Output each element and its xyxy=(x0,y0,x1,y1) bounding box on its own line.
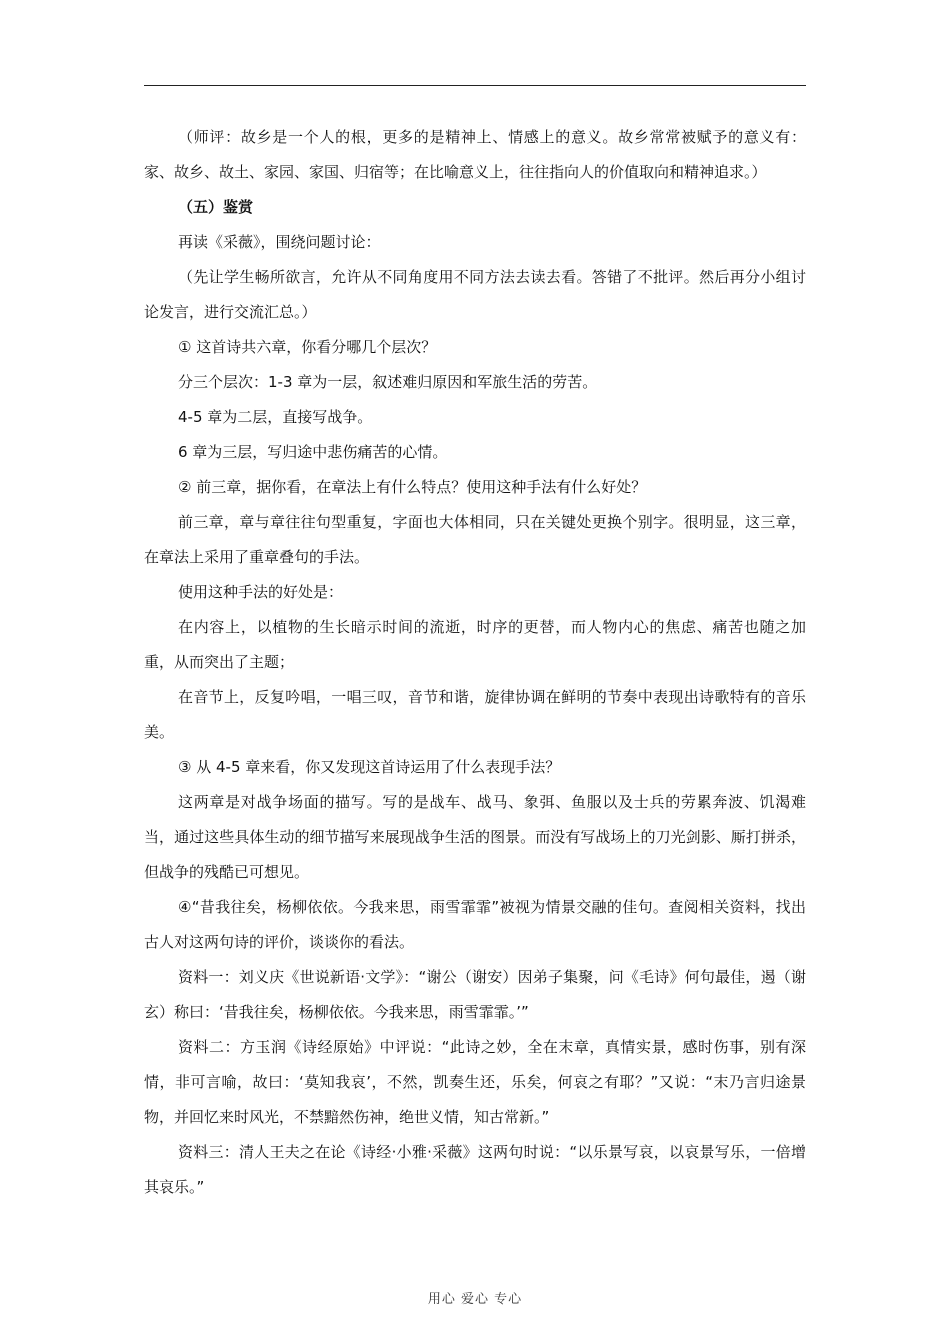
answer-2-content-benefit: 在内容上，以植物的生长暗示时间的流逝，时序的更替，而人物内心的焦虑、痛苦也随之加重，从而突出了主题； xyxy=(144,618,806,671)
paragraph-reread-intro: 再读《采薇》，围绕问题讨论： xyxy=(178,233,381,251)
header-rule xyxy=(144,85,806,86)
answer-1-level-1: 分三个层次：1-3 章为一层，叙述难归原因和军旅生活的劳苦。 xyxy=(178,373,598,391)
page-footer: 用心 爱心 专心 xyxy=(427,1292,523,1307)
document-body xyxy=(144,120,806,1205)
question-1: ① 这首诗共六章，你看分哪几个层次？ xyxy=(178,338,437,356)
answer-2-benefits-intro: 使用这种手法的好处是： xyxy=(178,583,344,601)
question-4: ④“昔我往矣，杨柳依依。今我来思，雨雪霏霏”被视为情景交融的佳句。查阅相关资料，找出古人对这两句诗的评价，谈谈你的看法。 xyxy=(144,898,806,951)
answer-1-level-3: 6 章为三层，写归途中悲伤痛苦的心情。 xyxy=(178,443,448,461)
answer-1-level-2: 4-5 章为二层，直接写战争。 xyxy=(178,408,373,426)
paragraph-teacher-comment: （师评：故乡是一个人的根，更多的是精神上、情感上的意义。故乡常常被赋予的意义有：家、故乡、故土、家园、家国、归宿等；在比喻意义上，往往指向人的价值取向和精神追求。） xyxy=(144,128,806,181)
reference-1: 资料一：刘义庆《世说新语·文学》：“谢公（谢安）因弟子集聚，问《毛诗》何句最佳，遏（谢玄）称曰：‘昔我往矣，杨柳依依。今我来思，雨雪霏霏。’” xyxy=(144,968,806,1021)
reference-2: 资料二：方玉润《诗经原始》中评说：“此诗之妙，全在末章，真情实景，感时伤事，别有深情，非可言喻，故曰：‘莫知我哀’，不然，凯奏生还，乐矣，何哀之有耶？”又说：“末乃言归途景物，并回忆来时风光，不禁黯然伤神，绝世义情，知古常新。” xyxy=(144,1038,806,1126)
question-3: ③ 从 4-5 章来看，你又发现这首诗运用了什么表现手法？ xyxy=(178,758,561,776)
question-2: ② 前三章，据你看，在章法上有什么特点？使用这种手法有什么好处？ xyxy=(178,478,647,496)
answer-2: 前三章，章与章往往句型重复，字面也大体相同，只在关键处更换个别字。很明显，这三章，在章法上采用了重章叠句的手法。 xyxy=(144,513,806,566)
section-heading-appreciation: （五）鉴赏 xyxy=(178,198,254,216)
paragraph-discussion-note: （先让学生畅所欲言，允许从不同角度用不同方法去读去看。答错了不批评。然后再分小组讨论发言，进行交流汇总。） xyxy=(144,268,806,321)
reference-3: 资料三：清人王夫之在论《诗经·小雅·采薇》这两句时说：“以乐景写哀，以哀景写乐，一倍增其哀乐。” xyxy=(144,1143,806,1196)
answer-3: 这两章是对战争场面的描写。写的是战车、战马、象弭、鱼服以及士兵的劳累奔波、饥渴难当，通过这些具体生动的细节描写来展现战争生活的图景。而没有写战场上的刀光剑影、厮打拼杀，但战争的残酷已可想见。 xyxy=(144,793,806,881)
answer-2-rhythm-benefit: 在音节上，反复吟唱，一唱三叹，音节和谐，旋律协调在鲜明的节奏中表现出诗歌特有的音乐美。 xyxy=(144,688,806,741)
